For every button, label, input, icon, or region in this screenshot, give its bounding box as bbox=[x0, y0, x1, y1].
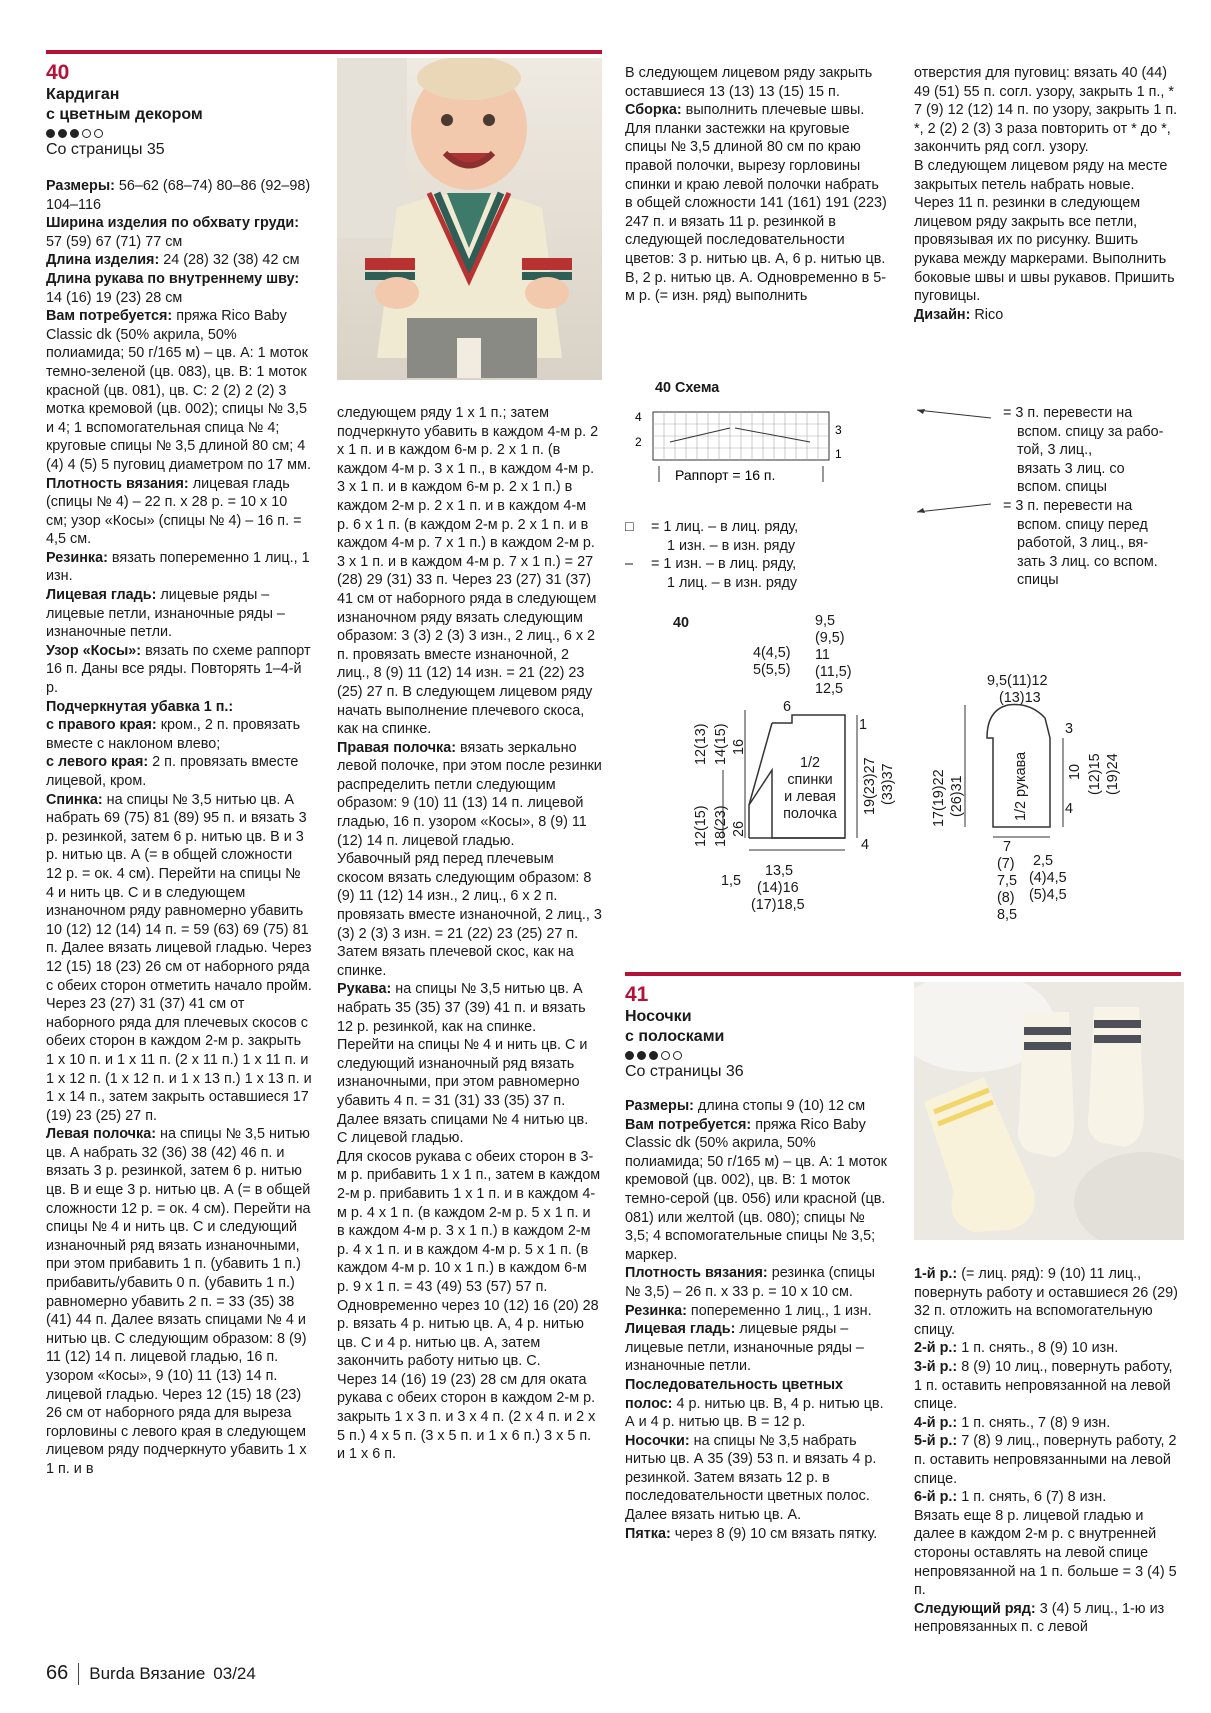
dim-label: (7) bbox=[997, 856, 1015, 872]
pattern-diagram bbox=[625, 605, 1185, 925]
legend-item-knit bbox=[625, 518, 798, 555]
sleeve-bottom-dims-right bbox=[1029, 853, 1067, 904]
sleeve-bottom-dims bbox=[997, 839, 1017, 924]
dim-label: 5(5,5) bbox=[753, 662, 791, 678]
paragraph: Длина рукава по внутреннему шву: 14 (16) 19 (23) 28 см bbox=[46, 270, 300, 306]
paragraph: Далее вязать спицами № 4 нитью цв. С лицевой гладью. bbox=[337, 1111, 589, 1147]
paragraph: Спинка: на спицы № 3,5 нитью цв. А набрать 69 (75) 81 (89) 95 п. и вязать 3 р. резинкой, затем 6 р. нитью цв. В и 3 р. нитью цв. А (= в общей сложности 12 р. = ок. 4 см). Перейти на спицы № 4 и нить цв. С и в следующем изнаночном ряду равномерно убавить 10 (12) 12 (14) 14 п. = 59 (63) 69 (75) 81 п. Далее вязать лицевой гладью. Через 12 (15) 18 (23) 26 см от наборного ряда с обеих сторон отметить начало пройм. Через 23 (27) 31 (37) 41 см от наборного ряда для плечевых скосов с обеих сторон в каждом 2-м р. закрыть 1 х 10 п. и 1 х 11 п. (2 х 11 п.) 1 х 11 п. и 1 х 12 п. (1 х 12 п. и 1 х 13 п.) 1 х 13 п. и 1 х 14 п., затем закрыть оставшиеся 17 (19) 23 (25) 27 п. bbox=[46, 791, 312, 1124]
body-left-dims-6 bbox=[731, 821, 748, 837]
striped-socks-image bbox=[914, 982, 1184, 1240]
socks-photo bbox=[914, 982, 1184, 1240]
difficulty-dot bbox=[70, 129, 79, 138]
paragraph: Размеры: длина стопы 9 (10) 12 см bbox=[625, 1098, 866, 1114]
sleeve-right-10: 10 bbox=[1067, 763, 1083, 780]
cable-legend-line: = 3 п. перевести на bbox=[1003, 497, 1133, 514]
article-41-header bbox=[625, 983, 890, 1082]
baby-cardigan-photo bbox=[337, 58, 602, 380]
article-number: 41 bbox=[625, 983, 649, 1006]
body-label-line: полочка bbox=[783, 806, 837, 822]
paragraph: Вам потребуется: пряжа Rico Baby Classic dk (50% акрила, 50% полиамида; 50 г/165 м) – цв. А: 1 моток кремовой (цв. 002), цв. В: 1 моток темно-серой (цв. 056) или красной (цв. 081) или желтой (цв. 080); спицы № 3,5; 4 вспомогательные спицы № 3,5; маркер. bbox=[625, 1116, 887, 1263]
paragraph: Плотность вязания: лицевая гладь (спицы № 4) – 22 п. х 28 р. = 10 х 10 см; узор «Косы» (спицы № 4) – 16 п. = 4,5 см. bbox=[46, 475, 302, 548]
dim-label: 26 bbox=[731, 820, 747, 837]
difficulty-rating bbox=[46, 129, 326, 138]
paragraph: Носочки: на спицы № 3,5 набрать нитью цв. А 35 (39) 53 п. и вязать 4 р. резинкой. Затем вязать 12 р. в последовательности цветных полос. Далее вязать нитью цв. А. bbox=[625, 1432, 877, 1524]
rapport-label: Раппорт = 16 п. bbox=[675, 467, 776, 483]
column-4-text bbox=[914, 64, 1184, 324]
paragraph: 5-й р.: 7 (8) 9 лиц., повернуть работу, 2 п. оставить непровязанными на левой спице. bbox=[914, 1433, 1177, 1487]
magazine-name: Burda Вязание bbox=[89, 1663, 206, 1683]
paragraph: Вам потребуется: пряжа Rico Baby Classic dk (50% акрила, 50% полиамида; 50 г/165 м) – цв. А: 1 моток темно-зеленой (цв. 083), цв. В: 1 моток красной (цв. 081), цв. С: 2 (2) 2 (2) 3 мотка кремовой (цв. 002); спицы № 3,5 и 4; 1 вспомогательная спица № 4; круговые спицы № 3,5 длиной 80 см; 4 (4) 4 (5) 5 пуговиц диаметром по 17 мм. bbox=[46, 308, 311, 473]
paragraph: Перейти на спицы № 4 и нить цв. С и следующий изнаночный ряд вязать изнаночными, при этом равномерно убавить 4 п. = 31 (31) 33 (35) 37 п. bbox=[337, 1037, 588, 1109]
cable-right-symbol bbox=[915, 502, 995, 514]
article-title-line2: с полосками bbox=[625, 1028, 725, 1045]
legend-text: 1 изн. – в изн. ряду bbox=[667, 537, 796, 554]
paragraph: с левого края: 2 п. провязать вместе лицевой, кром. bbox=[46, 754, 299, 789]
paragraph: 6-й р.: 1 п. снять, 6 (7) 8 изн. bbox=[914, 1489, 1107, 1506]
cable-legend-line: зать 3 лиц. со вспом. bbox=[1017, 553, 1158, 570]
body-left-dims-2 bbox=[713, 723, 730, 765]
cable-scheme bbox=[625, 380, 1185, 590]
row-label: 3 bbox=[835, 423, 842, 437]
row-label: 2 bbox=[635, 435, 642, 449]
legend-text: = 1 лиц. – в лиц. ряду, bbox=[651, 519, 799, 535]
row-label: 4 bbox=[635, 410, 642, 424]
paragraph: Сборка: выполнить плечевые швы. bbox=[625, 102, 865, 119]
dim-label: (9,5) bbox=[815, 630, 845, 646]
cable-legend-line: = 3 п. перевести на bbox=[1003, 405, 1133, 421]
cable-legend-line: той, 3 лиц., bbox=[1017, 442, 1093, 459]
dim-label: 7 bbox=[1003, 839, 1012, 855]
paragraph: Подчеркнутая убавка 1 п.: bbox=[46, 698, 234, 715]
legend-symbol: – bbox=[625, 556, 634, 573]
sleeve-right-d: (19)24 bbox=[1105, 753, 1121, 795]
page-footer bbox=[46, 1662, 256, 1685]
paragraph: Дизайн: Rico bbox=[914, 306, 1004, 323]
sleeve-left-a: 17(19)22 bbox=[931, 769, 947, 827]
dim-label: 11 bbox=[815, 647, 830, 663]
dim-label: 9,5(11)12 bbox=[987, 673, 1048, 689]
legend-item-purl bbox=[625, 555, 798, 592]
neck-label: 6 bbox=[783, 699, 792, 715]
difficulty-dot bbox=[58, 129, 67, 138]
paragraph: 1-й р.: (= лиц. ряд): 9 (10) 11 лиц., повернуть работу и оставшиеся 26 (29) 32 п. отложить на вспомогательную спицу. bbox=[914, 1266, 1178, 1338]
cable-legend-line: вспом. спицу перед bbox=[1017, 516, 1148, 533]
dim-label: 4(4,5) bbox=[753, 645, 791, 661]
column-1-text bbox=[46, 177, 312, 1479]
article-title-line2: с цветным декором bbox=[46, 106, 203, 123]
paragraph: Следующий ряд: 3 (4) 5 лиц., 1-ю из непровязанных п. с левой bbox=[914, 1600, 1165, 1636]
difficulty-dot bbox=[649, 1051, 658, 1060]
paragraph: Левая полочка: на спицы № 3,5 нитью цв. А набрать 32 (36) 38 (42) 46 п. и вязать 3 р. резинкой, затем 6 р. нитью цв. В и еще 3 р. нитью цв. А (= в общей сложности 12 р. = ок. 4 см). Перейти на спицы № 4 и нить цв. С и следующий изнаночный ряд вязать изнаночными, при этом прибавить 1 п. (убавить 1 п.) прибавить/убавить 0 п. (убавить 1 п.) равномерно убавить 2 п. = 33 (35) 38 (41) 44 п. Далее вязать спицами № 4 и нитью цв. С следующим образом: 8 (9) 11 (12) 14 п. лицевой гладью, 16 п. узором «Косы», 9 (10) 11 (13) 14 п. лицевой гладью. Через 12 (15) 18 (23) 26 см от наборного ряда для выреза горловины с левого края в следующем лицевом ряду подчеркнуто убавить 1 х 1 п. и в bbox=[46, 1126, 311, 1477]
baby-cardigan-image bbox=[337, 58, 602, 380]
bottom-dims bbox=[751, 863, 805, 914]
dim-label: 13,5 bbox=[765, 863, 794, 879]
paragraph: В следующем лицевом ряду на месте закрытых петель набрать новые. bbox=[914, 157, 1168, 193]
paragraph: 3-й р.: 8 (9) 10 лиц., повернуть работу, 1 п. оставить непровязанной на левой спице. bbox=[914, 1358, 1173, 1413]
dim-label: (5)4,5 bbox=[1029, 887, 1067, 903]
article-41-rule bbox=[625, 972, 1181, 976]
dim-label: (8) bbox=[997, 890, 1015, 906]
body-left-dims-4 bbox=[693, 805, 710, 847]
body-right-dims bbox=[862, 757, 879, 815]
body-left-dims bbox=[693, 723, 710, 765]
legend-symbol: □ bbox=[625, 519, 634, 535]
column-3b-text bbox=[625, 1097, 890, 1543]
body-label-line: 1/2 bbox=[799, 755, 820, 771]
article-title-line1: Носочки bbox=[625, 1008, 692, 1025]
dim-label: (13)13 bbox=[999, 690, 1041, 706]
body-piece-label bbox=[780, 755, 840, 823]
paragraph: Резинка: попеременно 1 лиц., 1 изн. bbox=[625, 1302, 872, 1319]
dim-label: 8,5 bbox=[997, 907, 1018, 923]
dim-label: 18(23) bbox=[713, 805, 729, 847]
dim-label: (11,5) bbox=[815, 664, 852, 680]
paragraph: отверстия для пуговиц: вязать 40 (44) 49 (51) 55 п. согл. узору, закрыть 1 п., * 7 (9) 12 (12) 14 п. по узору, закрыть 1 п. *, 2 (2) 2 (3) 3 раза повторить от * до *, закончить ряд согл. узору. bbox=[914, 65, 1178, 156]
paragraph: 4-й р.: 1 п. снять., 7 (8) 9 изн. bbox=[914, 1414, 1111, 1431]
difficulty-dot bbox=[625, 1051, 634, 1060]
dim-label: 12(13) bbox=[693, 723, 709, 765]
dim-label: 2,5 bbox=[1033, 853, 1054, 869]
column-4b-text bbox=[914, 1265, 1184, 1637]
article-title-line1: Кардиган bbox=[46, 86, 120, 103]
paragraph: Одновременно через 10 (12) 16 (20) 28 р. вязать 4 р. нитью цв. А, 4 р. нитью цв. С и 4 р. нитью цв. А, затем закончить работу нитью цв. С. bbox=[337, 1297, 599, 1370]
dim-label: (14)16 bbox=[757, 880, 799, 896]
article-40-rule bbox=[46, 50, 602, 54]
dim-label: 9,5 bbox=[815, 613, 836, 629]
cable-legend-line: вязать 3 лиц. со bbox=[1017, 460, 1125, 477]
cable-legend-line: работой, 3 лиц., вя- bbox=[1017, 535, 1149, 552]
cable-legend-line: вспом. спицу за рабо- bbox=[1017, 423, 1164, 440]
paragraph: с правого края: кром., 2 п. провязать вместе с наклоном влево; bbox=[46, 717, 301, 752]
sleeve-right-4: 4 bbox=[1065, 801, 1074, 817]
dim-label: 14(15) bbox=[713, 723, 729, 765]
paragraph: Через 11 п. резинки в следующем лицевом ряду закрыть все петли, провязывая их по рисунку. Вшить рукава между маркерами. Выполнить боковые швы и швы рукавов. Пришить пуговицы. bbox=[914, 195, 1175, 305]
dim-label: (17)18,5 bbox=[751, 897, 805, 913]
cable-legend bbox=[915, 404, 1185, 590]
cable-legend-line: вспом. спицы bbox=[1017, 479, 1107, 496]
difficulty-rating bbox=[625, 1051, 890, 1060]
dim-label: (4)4,5 bbox=[1029, 870, 1067, 886]
issue-number: 03/24 bbox=[213, 1663, 256, 1683]
dim-label: 16 bbox=[731, 738, 747, 755]
paragraph: 2-й р.: 1 п. снять., 8 (9) 10 изн. bbox=[914, 1340, 1119, 1357]
body-left-dims-3 bbox=[731, 739, 748, 755]
body-right-dims-2 bbox=[880, 763, 897, 805]
paragraph: Длина изделия: 24 (28) 32 (38) 42 см bbox=[46, 252, 300, 269]
source-page-ref: Со страницы 35 bbox=[46, 141, 165, 158]
scheme-legend bbox=[625, 518, 798, 592]
difficulty-dot bbox=[46, 129, 55, 138]
legend-text: = 1 изн. – в лиц. ряду, bbox=[651, 556, 797, 573]
paragraph: следующем ряду 1 х 1 п.; затем подчеркнуто убавить в каждом 4-м р. 2 х 1 п. и в каждом 6-м р. 2 х 1 п. (в каждом 4-м р. 3 х 1 п., в каждом 4-м р. 3 х 1 п. и в каждом 6-м р. 2 х 1 п.) в каждом 2-м р. 2 х 1 п. и в каждом 4-м р. 6 х 1 п. (в каждом 2-м р. 2 х 1 п. и в каждом 4-м р. 7 х 1 п.) в каждом 2-м р. 3 х 1 п. и в каждом 4-м р. 7 х 1 п.) = 27 (28) 29 (31) 33 п. Через 23 (27) 31 (37) 41 см от наборного ряда в следующем изнаночном ряду вязать следующим образом: 3 (3) 2 (3) 3 изн., 2 лиц., 6 х 2 п. провязать вместе изнаночной, 2 лиц., 8 (9) 11 (12) 14 изн. = 21 (22) 23 (25) 27 п. В следующем лицевом ряду начать выполнение плечевого скоса, как на спинке. bbox=[337, 405, 599, 738]
paragraph: Ширина изделия по обхвату груди: 57 (59) 67 (71) 77 см bbox=[46, 215, 300, 250]
paragraph: Размеры: 56–62 (68–74) 80–86 (92–98) 104–116 bbox=[46, 178, 311, 213]
pattern-label: 40 bbox=[673, 615, 690, 631]
paragraph: Узор «Косы»: вязать по схеме раппорт 16 п. Даны все ряды. Повторять 1–4-й р. bbox=[46, 642, 311, 697]
legend-text: 1 лиц. – в изн. ряду bbox=[667, 574, 798, 591]
sleeve-left-b: (26)31 bbox=[949, 775, 965, 817]
article-number: 40 bbox=[46, 61, 70, 84]
dim-label: 7,5 bbox=[997, 873, 1018, 889]
body-1-label: 1 bbox=[859, 717, 868, 733]
bottom-dim-1-5: 1,5 bbox=[721, 873, 742, 889]
paragraph: Лицевая гладь: лицевые ряды – лицевые петли, изнаночные ряды – изнаночные петли. bbox=[625, 1321, 864, 1375]
article-40-header bbox=[46, 61, 326, 160]
row-label: 1 bbox=[835, 447, 842, 461]
paragraph: Для скосов рукава с обеих сторон в 3-м р. прибавить 1 х 1 п., затем в каждом 2-м р. прибавить 1 х 1 п. и в каждом 4-м р. 4 х 1 п. (в каждом 2-м р. 5 х 1 п. и в каждом 4-м р. 3 х 1 п.) в каждом 2-м р. 4 х 1 п. и в каждом 4-м р. 5 х 1 п. (в каждом 4-м р. 10 х 1 п.) в каждом 6-м р. 9 х 1 п. = 43 (49) 53 (57) 57 п. bbox=[337, 1148, 601, 1295]
paragraph: Вязать еще 8 р. лицевой гладью и далее в каждом 2-м р. с внутренней стороны оставлять на левой спице непровязанной на 1 п. больше = 3 (4) 5 п. bbox=[914, 1507, 1177, 1599]
dim-label: 12,5 bbox=[815, 681, 844, 697]
scheme-grid bbox=[635, 402, 855, 502]
body-4-label: 4 bbox=[861, 837, 870, 853]
paragraph: Лицевая гладь: лицевые ряды – лицевые петли, изнаночные ряды – изнаночные петли. bbox=[46, 587, 285, 641]
sleeve-right-c: (12)15 bbox=[1087, 753, 1103, 795]
sleeve-label: 1/2 рукава bbox=[1013, 751, 1029, 821]
paragraph: Для планки застежки на круговые спицы № 3,5 длиной 80 см по краю правой полочки, вырезу горловины спинки и краю левой полочки набрать в общей сложности 141 (161) 191 (223) 247 п. и вязать 11 р. резинкой в следующей последовательности цветов: 3 р. нитью цв. А, 6 р. нитью цв. В, 2 р. нитью цв. А. Одновременно в 5-м р. (= изн. ряд) выполнить bbox=[625, 120, 887, 305]
difficulty-dot bbox=[94, 129, 103, 138]
body-left-dims-5 bbox=[713, 805, 730, 847]
paragraph: Убавочный ряд перед плечевым скосом вязать следующим образом: 8 (9) 11 (12) 14 изн., 2 лиц., 6 х 2 п. провязать вместе изнаночной, 2 лиц., 3 (3) 2 (3) 3 изн. = 21 (22) 23 (25) 27 п. bbox=[337, 851, 602, 942]
dim-label: 19(23)27 bbox=[862, 757, 878, 815]
paragraph: Правая полочка: вязать зеркально левой полочке, при этом после резинки распределить петли следующим образом: 9 (10) 11 (13) 14 п. лицевой гладью, 16 п. узором «Косы», 8 (9) 11 (12) 14 п. лицевой гладью. bbox=[337, 739, 602, 849]
paragraph: Через 14 (16) 19 (23) 28 см для оката рукава с обеих сторон в каждом 2-м р. закрыть 1 х 3 п. и 3 х 4 п. (2 х 4 п. и 2 х 5 п.) 4 х 5 п. (3 х 5 п. и 1 х 6 п.) 3 х 5 п. и 1 х 6 п. bbox=[337, 1371, 596, 1463]
source-page-ref: Со страницы 36 bbox=[625, 1063, 744, 1080]
paragraph: Затем вязать плечевой скос, как на спинке. bbox=[337, 944, 574, 979]
dim-label: 12(15) bbox=[693, 805, 709, 847]
paragraph: Пятка: через 8 (9) 10 см вязать пятку. bbox=[625, 1525, 878, 1542]
scheme-title: 40 Схема bbox=[655, 380, 720, 396]
difficulty-dot bbox=[661, 1051, 670, 1060]
cable-legend-line: спицы bbox=[1017, 572, 1059, 589]
page-number: 66 bbox=[46, 1662, 69, 1684]
footer-divider bbox=[78, 1663, 79, 1685]
sleeve-right-3: 3 bbox=[1065, 721, 1074, 737]
sleeve-top-dims bbox=[987, 673, 1048, 707]
column-3-text bbox=[625, 64, 890, 306]
top-width-label bbox=[815, 613, 852, 698]
body-label-line: спинки bbox=[787, 772, 833, 788]
shoulder-label bbox=[753, 645, 791, 679]
column-2-text bbox=[337, 404, 602, 1464]
difficulty-dot bbox=[82, 129, 91, 138]
paragraph: Последовательность цветных полос: 4 р. нитью цв. В, 4 р. нитью цв. А и 4 р. нитью цв. В = 12 р. bbox=[625, 1376, 884, 1431]
difficulty-dot bbox=[673, 1051, 682, 1060]
paragraph: Резинка: вязать попеременно 1 лиц., 1 изн. bbox=[46, 549, 310, 585]
paragraph: Плотность вязания: резинка (спицы № 3,5) – 26 п. х 33 р. = 10 х 10 см. bbox=[625, 1265, 876, 1300]
paragraph: Рукава: на спицы № 3,5 нитью цв. А набрать 35 (35) 37 (39) 41 п. и вязать 12 р. резинкой, как на спинке. bbox=[337, 981, 586, 1035]
difficulty-dot bbox=[637, 1051, 646, 1060]
paragraph: В следующем лицевом ряду закрыть оставшиеся 13 (13) 13 (15) 15 п. bbox=[625, 65, 873, 100]
body-label-line: и левая bbox=[784, 789, 836, 805]
dim-label: (33)37 bbox=[880, 763, 896, 805]
cable-left-symbol bbox=[915, 408, 995, 420]
